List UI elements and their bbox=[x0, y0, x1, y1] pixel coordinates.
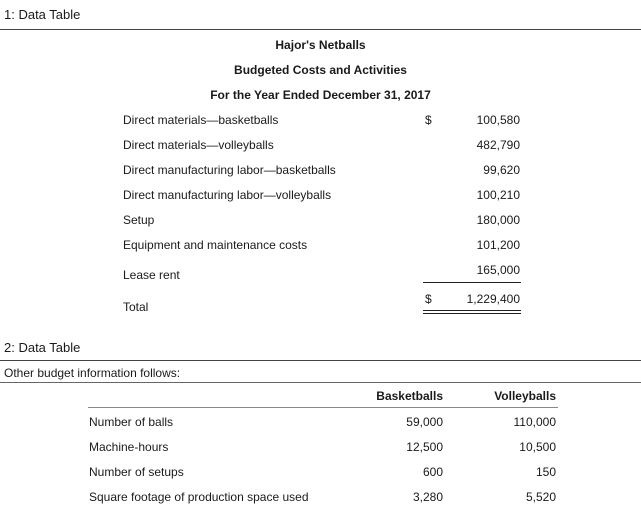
section-1-divider bbox=[0, 29, 641, 30]
info-row-basketballs: 600 bbox=[422, 465, 443, 479]
cost-row-value: 99,620 bbox=[483, 163, 520, 177]
info-row-volleyballs: 10,500 bbox=[519, 440, 556, 454]
info-row-volleyballs: 5,520 bbox=[525, 490, 556, 504]
total-value: 1,229,400 bbox=[466, 292, 520, 306]
report-period: For the Year Ended December 31, 2017 bbox=[210, 88, 431, 102]
total-label: Total bbox=[123, 300, 149, 314]
cost-row-value: 165,000 bbox=[476, 263, 520, 277]
info-row-basketballs: 12,500 bbox=[406, 440, 443, 454]
info-row-basketballs: 59,000 bbox=[406, 415, 443, 429]
cost-row-label: Direct materials—volleyballs bbox=[123, 138, 274, 152]
cost-row-value: 180,000 bbox=[476, 213, 520, 227]
cost-row-value: 100,210 bbox=[476, 188, 520, 202]
cost-row-label: Direct manufacturing labor—volleyballs bbox=[123, 188, 332, 202]
currency-symbol: $ bbox=[425, 113, 432, 127]
company-name: Hajor's Netballs bbox=[275, 38, 366, 52]
cost-row-label: Lease rent bbox=[123, 268, 180, 282]
intro-divider bbox=[0, 382, 641, 383]
cost-row-label: Direct materials—basketballs bbox=[123, 113, 279, 127]
cost-row-label: Setup bbox=[123, 213, 155, 227]
info-row-label: Number of setups bbox=[89, 465, 184, 479]
report-name: Budgeted Costs and Activities bbox=[234, 63, 407, 77]
section-2-title: 2: Data Table bbox=[4, 340, 81, 355]
double-underline-top bbox=[423, 310, 521, 311]
double-underline-bottom bbox=[423, 313, 521, 314]
column-header-basketballs: Basketballs bbox=[376, 389, 443, 403]
section-1-title: 1: Data Table bbox=[4, 7, 81, 22]
cost-row-value: 100,580 bbox=[476, 113, 520, 127]
cost-row-value: 101,200 bbox=[476, 238, 520, 252]
info-row-label: Square footage of production space used bbox=[89, 490, 309, 504]
header-divider bbox=[88, 407, 558, 408]
info-row-volleyballs: 110,000 bbox=[513, 415, 556, 429]
info-row-basketballs: 3,280 bbox=[412, 490, 443, 504]
info-row-label: Machine-hours bbox=[89, 440, 169, 454]
cost-row-value: 482,790 bbox=[476, 138, 520, 152]
column-header-volleyballs: Volleyballs bbox=[494, 389, 556, 403]
info-row-label: Number of balls bbox=[89, 415, 174, 429]
intro-text: Other budget information follows: bbox=[4, 366, 181, 380]
subtotal-rule bbox=[423, 282, 521, 283]
section-2-divider bbox=[0, 360, 641, 361]
cost-row-label: Direct manufacturing labor—basketballs bbox=[123, 163, 336, 177]
currency-symbol: $ bbox=[425, 292, 432, 306]
cost-row-label: Equipment and maintenance costs bbox=[123, 238, 308, 252]
info-row-volleyballs: 150 bbox=[535, 465, 556, 479]
